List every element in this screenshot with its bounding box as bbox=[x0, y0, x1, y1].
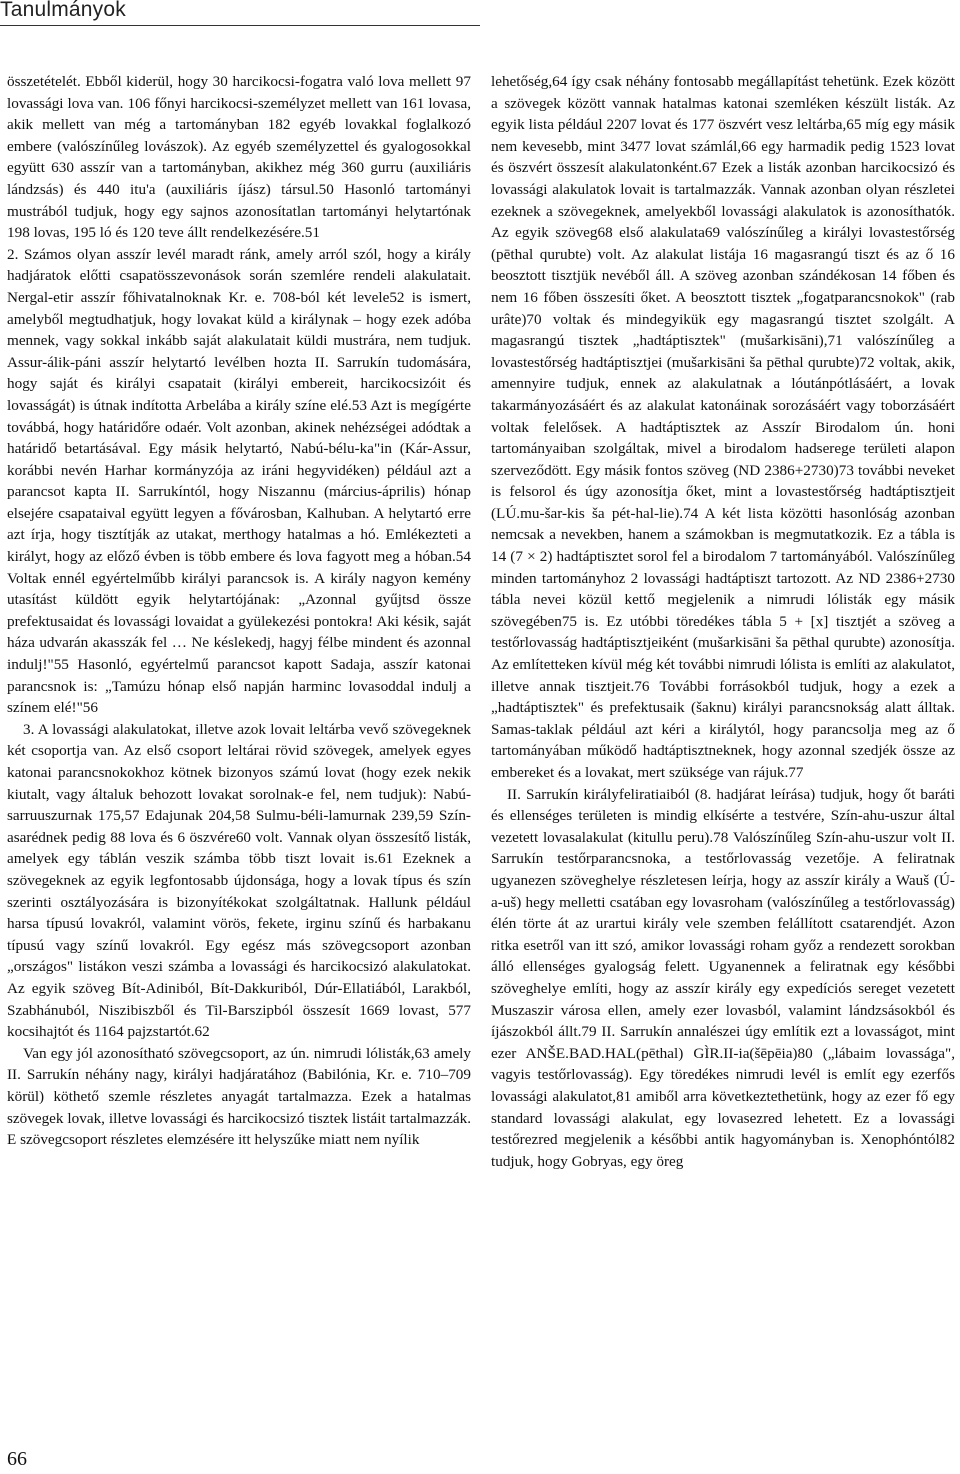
header-rule bbox=[0, 25, 480, 26]
section-title: Tanulmányok bbox=[0, 0, 126, 21]
page-header bbox=[0, 0, 480, 24]
paragraph: Van egy jól azonosítható szövegcsoport, az ún. nimrudi lólisták,63 amely II. Sarrukín néhány nagy, királyi hadjáratához (Babilónia, Kr. e. 710–709 körül) köthető szemle részletes anyagát tartalmazza. Ezek a hatalmas szövegek lovak, illetve lovassági és harcikocsizó tisztek listáit tartalmazzák. E szövegcsoport részletes elemzésére itt helyszűke miatt nem nyílik bbox=[7, 1044, 471, 1149]
paragraph: 3. A lovassági alakulatokat, illetve azok lovait leltárba vevő szövegeknek két csoportja van. Az első csoport leltárai rövid szövegek, amelyek egyes katonai parancsnokokhoz kötnek bizonyos számú lovat (hogy ezek nekik kiutalt, vagy általuk behozott lovakat sorolnak-e fel, nem tudjuk): Nabú-sarruuszurnak 175,57 Edajunak 204,58 Sulmu-béli-lamurnak 239,59 Szín-asarédnek pedig 88 lova és 6 öszvére60 volt. Vannak olyan összesítő listák, amelyek egy táblán veszik számba több tiszt lovait is.61 Ezeknek a szövegeknek az egyik legfontosabb újdonsága, hogy a lovak típus és szín szerinti osztályozására is bizonyítékokat szolgáltatnak. Hallunk például harsa típusú lovakról, valamint vörös, fekete, irginu színű és harbakanu típusú vagy színű lovakról. Egy egész más szövegcsoport azonban „országos" listákon veszi számba a lovassági és harcikocsizó alakulatokat. Az egyik szöveg Bít-Adiniból, Bít-Dakkuriból, Dúr-Ellatiából, Larakból, Szabhánuból, Niszibiszből és Til-Barszipból összesít 1669 lovast, 577 kocsihajtót és 1164 pajzstartót.62 bbox=[7, 720, 471, 1041]
page-number: 66 bbox=[7, 1448, 27, 1470]
paragraph: lehetőség,64 így csak néhány fontosabb megállapítást tehetünk. Ezek között a szövegek között vannak hatalmas katonai szemléken készült listák. Az egyik lista például 2207 lovat és 177 öszvért vesz leltárba,65 míg egy másik nem kevesebb, mint 3477 lovat számlál,66 egy harmadik pedig 1523 lovat és öszvért összesít alakulatonként.67 Ezek a listák azonban harcikocsizó és lovassági alakulatok lovait is tartalmazzák. Vannak azonban olyan részletei ezeknek a szövegeknek, amelyekből lovassági alakulatok is azonosíthatók. Az egyik szöveg68 első alakulata69 valószínűleg a királyi lovastestőrség (pēthal qurubte) volt. Az alakulat listája 16 magasrangú tiszt és az ő 16 beosztott tisztjük nevéből áll. A szöveg azonban szándékosan 14 főben és nem 16 főben összesíti őket. A beosztott tisztek „fogatparancsnokok" (rab urâte)70 voltak és mindegyikük egy magasrangú tisztet szolgált. A magasrangú tisztek „hadtáptisztek" (mušarkisāni),71 valószínűleg a lovastestőrség hadtáptisztjei (mušarkisāni ša pēthal qurubte)72 voltak, akik, amennyire tudjuk, ennek az alakulatnak a lóutánpótlásáért, a lovak takarmányozásáért és az alakulat katonáinak sorozásáért vagy toborzásáért voltak felelősek. A hadtáptisztek az Asszír Birodalom ún. honi tartományaiban szolgáltak, mivel a birodalom hadserege területi alapon szerveződött. Egy másik fontos szöveg (ND 2386+2730)73 további neveket is felsorol és úgy azonosítja őket, mint a lovastestőrség hadtáptisztjeit (LÚ.mu-šar-kis ša pét-hal-lie).74 A két lista közötti hasonlóság azonban nemcsak a nevekben, hanem a számokban is megmutatkozik. Ez a tábla is 14 (7 × 2) hadtáptisztet sorol fel a birodalom 7 tartományából. Valószínűleg minden tartományhoz 2 lovassági hadtáptiszt tartozott. Az ND 2386+2730 tábla nevei közül kettő megjelenik a nimrudi lólisták egy másik szövegében75 is. Ez utóbbi töredékes tábla 5 + [x] tisztjét a szöveg a testőrlovasság hadtáptisztjeiként (mušarkisāni ša pēthal qurubte) azonosítja. Az említetteken kívül még két további nimrudi lólista is említi az alakulatot, illetve annak tisztjeit.76 További forrásokból tudjuk, hogy a ezek a „hadtáptisztek" és prefektusaik (šaknu) királyi parancsnokság alatt álltak. Samas-taklak például azt kéri a királytól, hogy parancsolja meg az ő tartományában működő hadtáptisztneknek, hogy azonnal szedjék össze az embereket és a lovakat, mert szüksége van rájuk.77 bbox=[491, 73, 955, 781]
paragraph: II. Sarrukín királyfeliratiaiból (8. hadjárat leírása) tudjuk, hogy őt baráti és ellenséges területen is mindig elkísérte a testvére, Szín-ahu-uszur által vezetett lovasalakulat (kitullu peru).78 Valószínűleg Szín-ahu-uszur volt II. Sarrukín testőrparancsnoka, a testőrlovasság vezetője. A feliratnak ugyanezen szöveghelye részletesen leírja, hogy az asszír király a Wauš (Ú-a-uš) hegy melletti csatában egy lovasroham (valószínűleg a testőrlovasság) élén törte át az urartui király vele szemben felállított csatarendjét. Azon ritka esetről van itt szó, amikor lovassági roham győz a rendezett sorokban álló ellenséges gyalogság felett. Ugyanennek a feliratnak egy későbbi szöveghelye említi, hogy az asszír király egy expedíciós sereget vezetett Muszaszir városa ellen, amely ezer lovasból, valamint lándzsásokból és íjászokból állt.79 II. Sarrukín annalészei úgy említik ezt a lovasságot, mint ezer ANŠE.BAD.HAL(pēthal) GÌR.II-ia(šēpēia)80 („lábaim lovassága", vagyis testőrlovasság). Egy töredékes nimrudi levél is említ egy ezerfős lovassági alakulatot,81 amiből arra következtethetünk, hogy az ezer fő egy standard lovassági alakulat, egy lovasezred lehetett. Ez a lovassági testőrezred megjelenik a későbbi antik hagyományban is. Xenophóntól82 tudjuk, hogy Gobryas, egy öreg bbox=[491, 785, 955, 1170]
paragraph: összetételét. Ebből kiderül, hogy 30 harcikocsi-fogatra való lova mellett 97 lovassági lova van. 106 főnyi harcikocsi-személyzet mellett van 161 lovasa, akik mellett van még a tartományban 182 egyéb lovakkal foglalkozó embere (valószínűleg lovászok). Az egyéb személyzettel és gyalogosokkal együtt 630 asszír van a tartományban, akikhez még 360 gurru (auxiliáris lándzsás) és 440 itu'a (auxiliáris íjász) társul.50 Hasonló tartományi mustrából tudjuk, hogy egy sajnos azonosítatlan tartományi helytartónak 198 lovas, 195 ló és 120 teve állt rendelkezésére.51 bbox=[7, 73, 471, 242]
left-column bbox=[7, 71, 471, 1151]
right-column bbox=[491, 71, 955, 1172]
paragraph: 2. Számos olyan asszír levél maradt ránk, amely arról szól, hogy a király hadjáratok előtti csapatösszevonások során szemlére rendeli alakulatait. Nergal-etir asszír főhivatalnoknak Kr. e. 708-ból két levele52 is ismert, amelyből megtudhatjuk, hogy lovakat küld a királynak – hogy ezek adóba mennek, vagy sokkal inkább saját alakulatait küldi mustrára, nem tudjuk. Assur-álik-páni asszír helytartó levélben hozta II. Sarrukín tudomására, hogy saját és királyi csapatait (királyi embereit, harcikocsizóit és lovasságát) is útnak indította Arbelába a király színe elé.53 Azt is megígérte továbbá, hogy határidőre odaér. Volt azonban, akinek nehézségei adódtak a határidő betartásával. Egy másik helytartó, Nabú-bélu-ka"in (Kár-Assur, korábbi nevén Harhar kormányzója az iráni hegyvidéken) például azt a parancsot kapta II. Sarrukíntól, hogy Niszannu (március-április) hónap elsejére csapataival együtt legyen a fővárosban, Kalhuban. A helytartó erre azt írja, hogy tisztítják az utakat, merthogy hatalmas a hó. Emlékezteti a királyt, hogy az előző évben is több embere és lova fagyott meg a hóban.54 Voltak ennél egyértelműbb királyi parancsok is. A király nagyon kemény utasítást küldött egyik helytartójának: „Azonnal gyűjtsd össze prefektusaidat és lovassági lovaidat a gyülekezési pontokra! Aki késik, saját háza udvarán akasszák fel … Ne késlekedj, hagyj félbe mindent és azonnal indulj!"55 Hasonló, egyértelmű parancsot kapott Sadaja, asszír katonai parancsnok is: „Tamúzu hónap első napján harminc lovasoddal indulj a színem elé!"56 bbox=[7, 245, 471, 717]
